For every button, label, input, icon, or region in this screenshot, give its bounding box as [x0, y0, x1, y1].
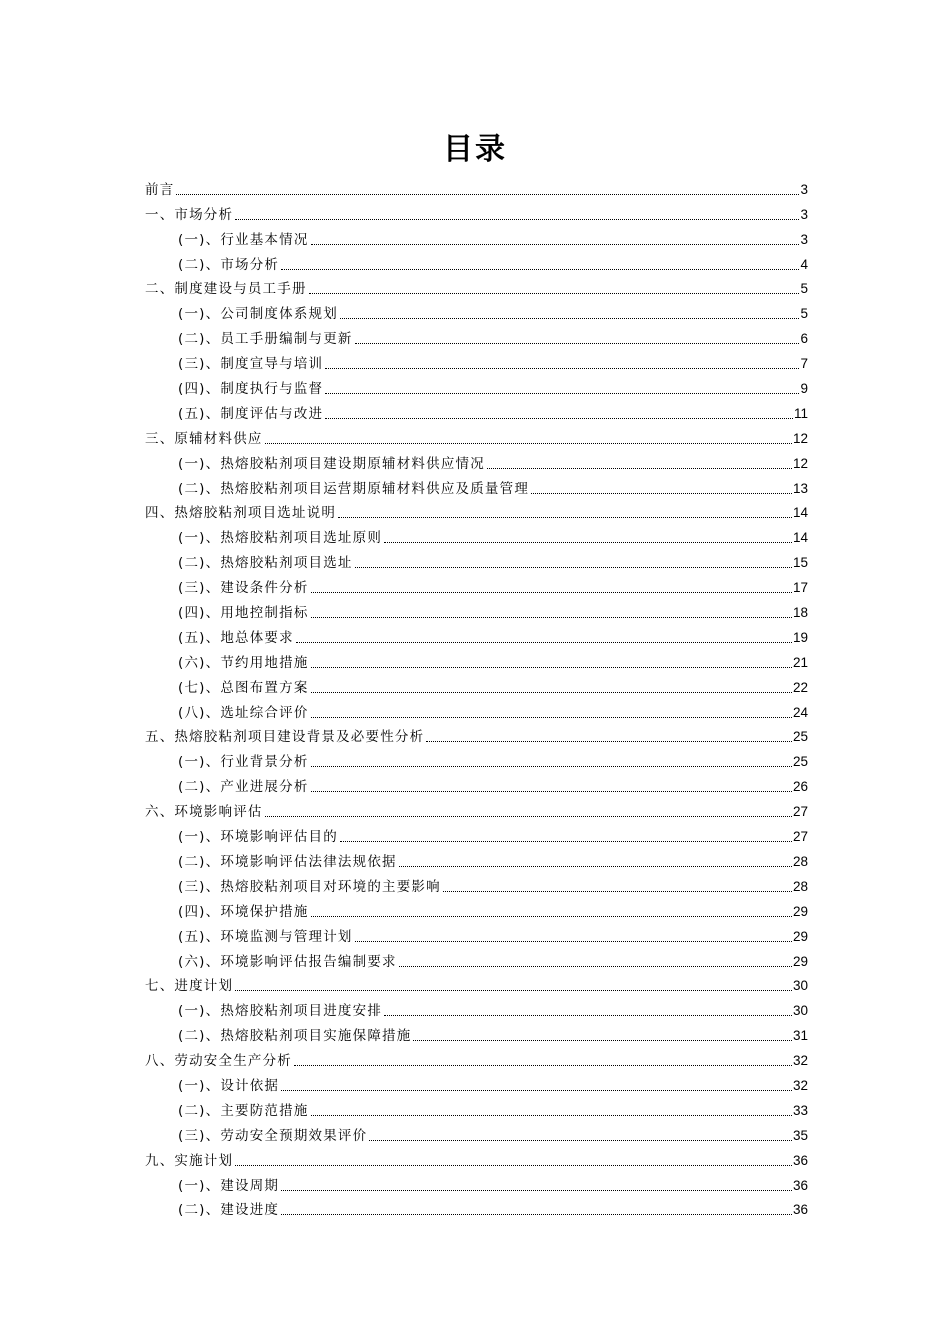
toc-entry-label: (四)、用地控制指标: [178, 605, 309, 622]
toc-entry-label: 前言: [145, 181, 175, 198]
toc-entry-section[interactable]: [145, 771, 808, 796]
toc-entry-chapter[interactable]: [145, 199, 808, 224]
toc-entry-page-number: 28: [792, 878, 808, 894]
toc-entry-page-number: 11: [793, 405, 808, 421]
toc-entry-section[interactable]: [145, 398, 808, 423]
toc-entry-page-number: 25: [792, 729, 808, 745]
toc-dot-leader: [355, 567, 792, 568]
toc-entry-page-number: 22: [792, 679, 808, 695]
toc-entry-label: (七)、总图布置方案: [178, 679, 309, 696]
toc-entry-label: (二)、热熔胶粘剂项目选址: [178, 555, 353, 572]
toc-entry-label: 一、市场分析: [145, 206, 234, 223]
toc-entry-label: (三)、建设条件分析: [178, 580, 309, 597]
toc-dot-leader: [355, 941, 792, 942]
toc-entry-label: (一)、设计依据: [178, 1077, 280, 1094]
toc-dot-leader: [487, 468, 792, 469]
toc-list: [145, 174, 808, 1219]
toc-entry-page-number: 18: [792, 605, 808, 621]
toc-entry-chapter[interactable]: [145, 498, 808, 523]
toc-entry-section[interactable]: [145, 1020, 808, 1045]
toc-dot-leader: [235, 990, 792, 991]
toc-entry-chapter[interactable]: [145, 423, 808, 448]
toc-dot-leader: [369, 1140, 792, 1141]
toc-entry-section[interactable]: [145, 1095, 808, 1120]
toc-entry-page-number: 32: [792, 1053, 808, 1069]
toc-entry-page-number: 32: [792, 1077, 808, 1093]
toc-entry-page-number: 28: [792, 853, 808, 869]
toc-entry-label: 三、原辅材料供应: [145, 430, 263, 447]
toc-entry-section[interactable]: [145, 846, 808, 871]
toc-dot-leader: [338, 517, 792, 518]
toc-entry-label: (六)、节约用地措施: [178, 654, 309, 671]
toc-dot-leader: [399, 866, 792, 867]
toc-entry-section[interactable]: [145, 597, 808, 622]
toc-entry-label: (一)、热熔胶粘剂项目建设期原辅材料供应情况: [178, 455, 485, 472]
toc-entry-label: (五)、地总体要求: [178, 629, 294, 646]
toc-entry-page-number: 5: [800, 306, 808, 322]
toc-entry-page-number: 3: [800, 231, 808, 247]
toc-dot-leader: [399, 966, 792, 967]
toc-entry-label: (四)、环境保护措施: [178, 903, 309, 920]
toc-entry-section[interactable]: [145, 647, 808, 672]
toc-entry-page-number: 29: [792, 903, 808, 919]
toc-entry-label: 七、进度计划: [145, 978, 234, 995]
toc-entry-section[interactable]: [145, 373, 808, 398]
toc-entry-section[interactable]: [145, 547, 808, 572]
toc-dot-leader: [265, 443, 792, 444]
toc-dot-leader: [235, 219, 799, 220]
toc-entry-page-number: 6: [800, 331, 808, 347]
toc-dot-leader: [325, 418, 793, 419]
toc-dot-leader: [265, 816, 792, 817]
toc-entry-section[interactable]: [145, 697, 808, 722]
toc-entry-label: (二)、产业进展分析: [178, 779, 309, 796]
toc-dot-leader: [294, 1065, 792, 1066]
toc-entry-label: (二)、热熔胶粘剂项目运营期原辅材料供应及质量管理: [178, 480, 530, 497]
toc-dot-leader: [311, 667, 792, 668]
toc-entry-page-number: 4: [800, 256, 808, 272]
toc-entry-page-number: 31: [792, 1028, 808, 1044]
toc-entry-label: 六、环境影响评估: [145, 804, 263, 821]
toc-entry-chapter[interactable]: [145, 722, 808, 747]
toc-entry-label: (一)、热熔胶粘剂项目选址原则: [178, 530, 383, 547]
toc-entry-page-number: 29: [792, 928, 808, 944]
toc-entry-section[interactable]: [145, 746, 808, 771]
toc-entry-chapter[interactable]: [145, 971, 808, 996]
toc-entry-section[interactable]: [145, 572, 808, 597]
toc-dot-leader: [340, 841, 792, 842]
toc-entry-label: (三)、热熔胶粘剂项目对环境的主要影响: [178, 878, 441, 895]
toc-entry-page-number: 33: [792, 1102, 808, 1118]
toc-dot-leader: [413, 1040, 792, 1041]
toc-entry-section[interactable]: [145, 1195, 808, 1220]
toc-entry-page-number: 12: [792, 455, 808, 471]
toc-entry-page-number: 35: [792, 1127, 808, 1143]
toc-dot-leader: [311, 791, 792, 792]
toc-entry-label: (六)、环境影响评估报告编制要求: [178, 953, 397, 970]
toc-dot-leader: [311, 916, 792, 917]
toc-entry-page-number: 30: [792, 978, 808, 994]
toc-entry-label: 五、热熔胶粘剂项目建设背景及必要性分析: [145, 729, 425, 746]
toc-entry-page-number: 3: [800, 206, 808, 222]
toc-entry-label: (一)、建设周期: [178, 1177, 280, 1194]
toc-entry-label: 二、制度建设与员工手册: [145, 281, 307, 298]
toc-dot-leader: [311, 1115, 792, 1116]
toc-entry-page-number: 24: [792, 704, 808, 720]
toc-entry-label: 八、劳动安全生产分析: [145, 1053, 292, 1070]
toc-entry-label: (三)、劳动安全预期效果评价: [178, 1127, 368, 1144]
toc-entry-chapter[interactable]: [145, 174, 808, 199]
toc-dot-leader: [309, 293, 800, 294]
toc-entry-page-number: 9: [800, 381, 808, 397]
toc-dot-leader: [281, 269, 799, 270]
toc-dot-leader: [281, 1214, 792, 1215]
toc-entry-page-number: 17: [792, 580, 808, 596]
toc-dot-leader: [311, 592, 792, 593]
toc-entry-page-number: 7: [800, 356, 808, 372]
toc-dot-leader: [325, 368, 799, 369]
toc-entry-section[interactable]: [145, 448, 808, 473]
toc-entry-section[interactable]: [145, 473, 808, 498]
toc-entry-page-number: 15: [792, 555, 808, 571]
toc-entry-page-number: 30: [792, 1003, 808, 1019]
toc-entry-label: 四、热熔胶粘剂项目选址说明: [145, 505, 337, 522]
toc-dot-leader: [311, 717, 792, 718]
toc-entry-label: (四)、制度执行与监督: [178, 381, 324, 398]
toc-entry-section[interactable]: [145, 672, 808, 697]
toc-dot-leader: [311, 617, 792, 618]
toc-entry-section[interactable]: [145, 821, 808, 846]
toc-dot-leader: [281, 1090, 792, 1091]
toc-entry-section[interactable]: [145, 348, 808, 373]
toc-entry-label: (二)、建设进度: [178, 1202, 280, 1219]
toc-entry-section[interactable]: [145, 896, 808, 921]
toc-entry-chapter[interactable]: [145, 274, 808, 299]
toc-entry-label: (二)、市场分析: [178, 256, 280, 273]
toc-entry-page-number: 13: [792, 480, 808, 496]
toc-entry-section[interactable]: [145, 871, 808, 896]
toc-entry-page-number: 19: [792, 629, 808, 645]
toc-entry-page-number: 29: [792, 953, 808, 969]
toc-entry-section[interactable]: [145, 298, 808, 323]
toc-dot-leader: [531, 493, 792, 494]
toc-entry-page-number: 12: [792, 430, 808, 446]
toc-entry-page-number: 36: [792, 1177, 808, 1193]
toc-entry-page-number: 14: [792, 505, 808, 521]
toc-entry-label: (三)、制度宣导与培训: [178, 356, 324, 373]
toc-dot-leader: [311, 244, 800, 245]
toc-entry-page-number: 21: [792, 654, 808, 670]
toc-dot-leader: [325, 393, 799, 394]
toc-entry-label: (一)、行业背景分析: [178, 754, 309, 771]
toc-entry-label: (一)、行业基本情况: [178, 231, 309, 248]
toc-dot-leader: [235, 1165, 792, 1166]
toc-entry-chapter[interactable]: [145, 796, 808, 821]
toc-entry-section[interactable]: [145, 946, 808, 971]
toc-entry-label: 九、实施计划: [145, 1152, 234, 1169]
toc-entry-section[interactable]: [145, 995, 808, 1020]
toc-dot-leader: [384, 542, 792, 543]
toc-dot-leader: [311, 692, 792, 693]
toc-entry-section[interactable]: [145, 1170, 808, 1195]
toc-entry-section[interactable]: [145, 224, 808, 249]
toc-entry-page-number: 26: [792, 779, 808, 795]
toc-entry-label: (一)、公司制度体系规划: [178, 306, 338, 323]
toc-entry-label: (五)、制度评估与改进: [178, 405, 324, 422]
toc-dot-leader: [281, 1190, 792, 1191]
toc-entry-section[interactable]: [145, 522, 808, 547]
toc-dot-leader: [311, 766, 792, 767]
toc-dot-leader: [426, 741, 792, 742]
toc-title: 目录: [443, 132, 507, 167]
toc-entry-page-number: 3: [800, 181, 808, 197]
toc-entry-page-number: 36: [792, 1152, 808, 1168]
toc-entry-section[interactable]: [145, 622, 808, 647]
toc-entry-page-number: 5: [800, 281, 808, 297]
toc-entry-page-number: 36: [792, 1202, 808, 1218]
toc-entry-label: (一)、热熔胶粘剂项目进度安排: [178, 1003, 383, 1020]
toc-dot-leader: [355, 343, 800, 344]
toc-dot-leader: [296, 642, 792, 643]
toc-dot-leader: [176, 194, 799, 195]
toc-entry-label: (八)、选址综合评价: [178, 704, 309, 721]
toc-dot-leader: [443, 891, 792, 892]
toc-entry-section[interactable]: [145, 1070, 808, 1095]
toc-entry-label: (一)、环境影响评估目的: [178, 829, 338, 846]
toc-entry-section[interactable]: [145, 1120, 808, 1145]
toc-dot-leader: [384, 1015, 792, 1016]
toc-entry-page-number: 27: [792, 804, 808, 820]
toc-entry-section[interactable]: [145, 921, 808, 946]
toc-entry-chapter[interactable]: [145, 1045, 808, 1070]
toc-entry-label: (二)、主要防范措施: [178, 1102, 309, 1119]
toc-dot-leader: [340, 318, 800, 319]
toc-entry-page-number: 27: [792, 829, 808, 845]
toc-entry-section[interactable]: [145, 249, 808, 274]
toc-entry-chapter[interactable]: [145, 1145, 808, 1170]
toc-entry-page-number: 25: [792, 754, 808, 770]
toc-entry-label: (二)、环境影响评估法律法规依据: [178, 853, 397, 870]
toc-entry-label: (五)、环境监测与管理计划: [178, 928, 353, 945]
toc-entry-page-number: 14: [792, 530, 808, 546]
toc-entry-label: (二)、热熔胶粘剂项目实施保障措施: [178, 1028, 412, 1045]
toc-entry-section[interactable]: [145, 323, 808, 348]
toc-entry-label: (二)、员工手册编制与更新: [178, 331, 353, 348]
